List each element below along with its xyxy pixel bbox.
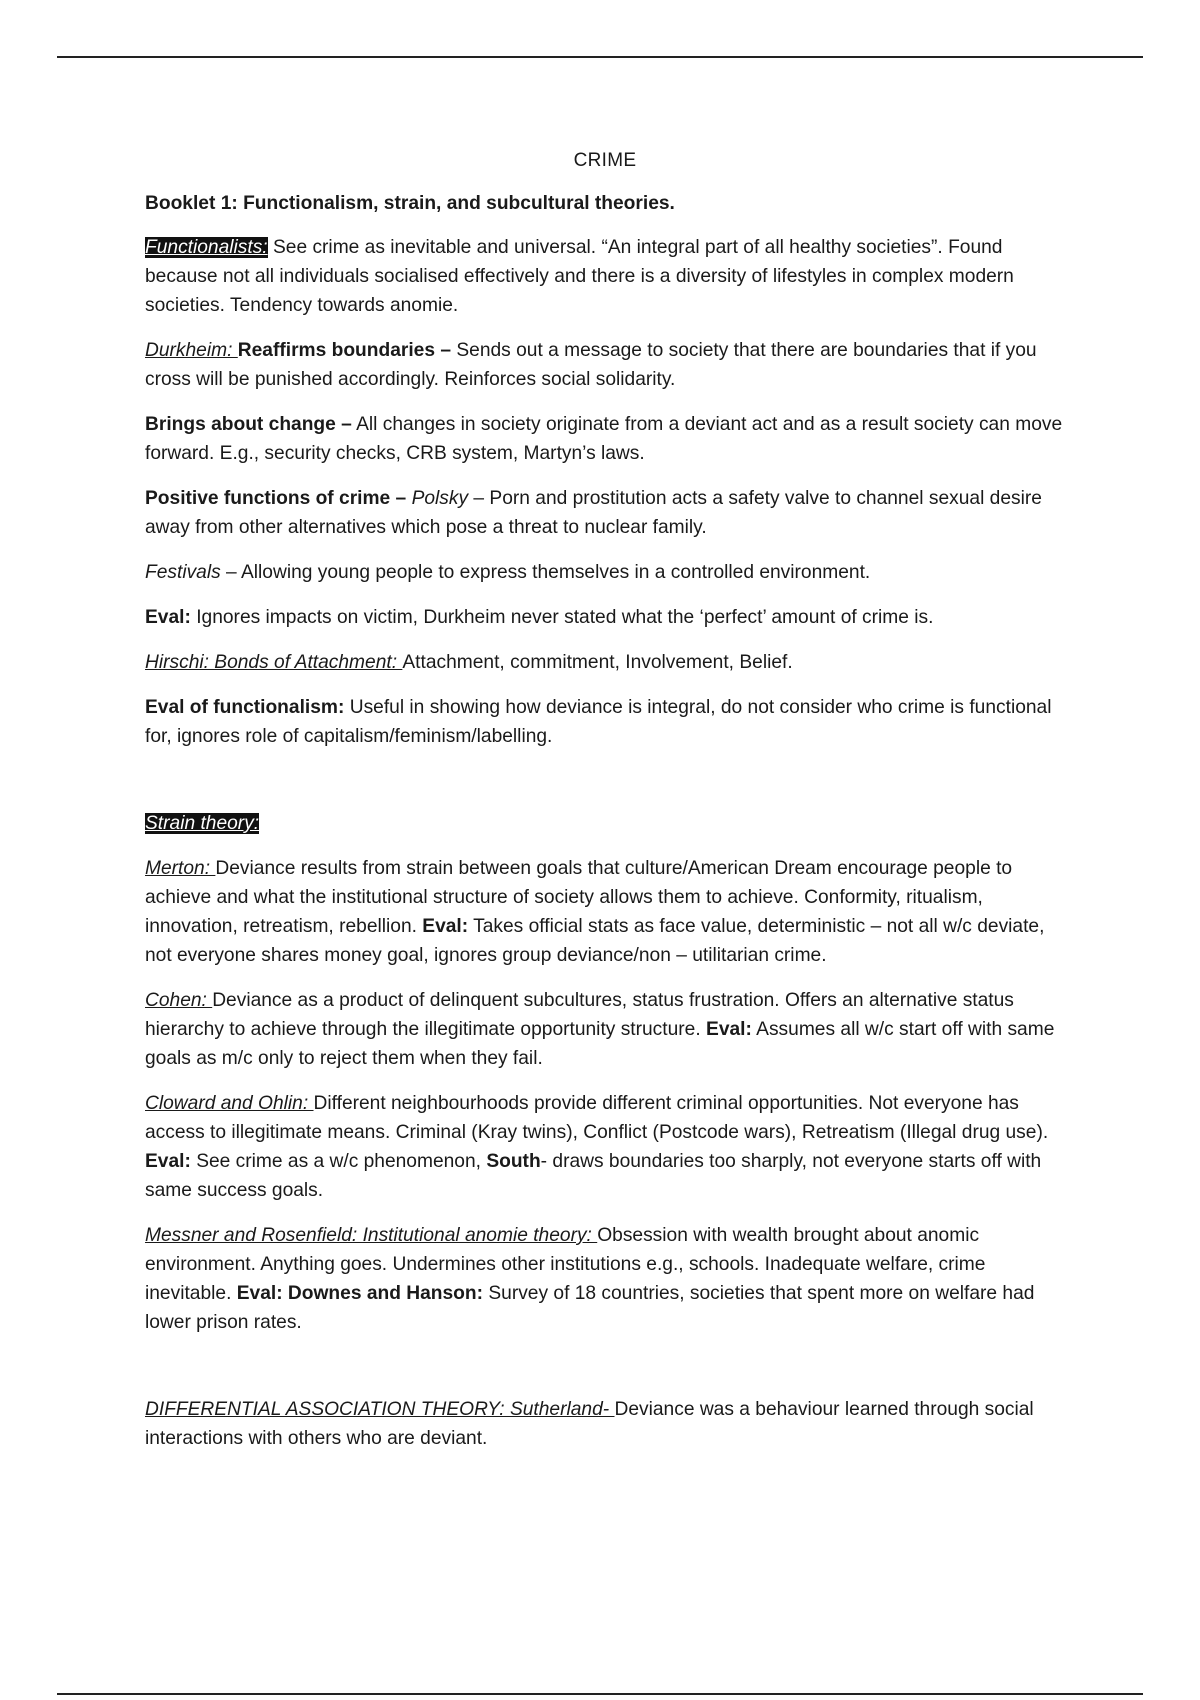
document-body — [145, 146, 1065, 1469]
cloward-south-text: - draws boundaries too sharply, not everyone starts off with same success goals. — [145, 1151, 1042, 1201]
eval-functionalism-text: Useful in showing how deviance is integral, do not consider who crime is functional for, ignores role of capitalism/feminism/labelling. — [145, 697, 1052, 747]
strain-heading-paragraph — [145, 809, 1065, 838]
positive-italic: Polsky — [406, 488, 469, 509]
positive-bold: Positive functions of crime – — [145, 488, 407, 509]
messner-eval-bold: Eval: Downes and Hanson: — [236, 1283, 484, 1304]
hirschi-label: Hirschi: Bonds of Attachment: — [145, 652, 403, 673]
cohen-eval-text: Assumes all w/c start off with same goals as m/c only to reject them when they fail. — [145, 1019, 1055, 1069]
eval1-text: Ignores impacts on victim, Durkheim never stated what the ‘perfect’ amount of crime is. — [190, 607, 934, 628]
cohen-label: Cohen: — [145, 990, 213, 1011]
paragraph-functionalists — [145, 233, 1065, 320]
differential-text: Deviance was a behaviour learned through social interactions with others who are deviant. — [145, 1399, 1034, 1449]
footer-rule — [57, 1693, 1143, 1695]
merton-eval-bold: Eval: — [422, 916, 469, 937]
paragraph-durkheim — [145, 336, 1065, 394]
paragraph-festivals — [145, 558, 1065, 587]
durkheim-text: Sends out a message to society that there are boundaries that if you cross will be punished accordingly. Reinforces social solidarity. — [145, 340, 1037, 390]
cloward-text: Different neighbourhoods provide different criminal opportunities. Not everyone has access to illegitimate means. Criminal (Kray twins), Conflict (Postcode wars), Retreatism (Illegal drug use). — [145, 1093, 1049, 1143]
messner-text: Obsession with wealth brought about anomic environment. Anything goes. Undermines other institutions e.g., schools. Inadequate welfare, crime inevitable. — [145, 1225, 986, 1304]
messner-eval-text: Survey of 18 countries, societies that spent more on welfare had lower prison rates. — [145, 1283, 1035, 1333]
cohen-eval-bold: Eval: — [706, 1019, 752, 1040]
festivals-text: – Allowing young people to express themselves in a controlled environment. — [220, 562, 871, 583]
paragraph-cohen — [145, 986, 1065, 1073]
merton-label: Merton: — [145, 858, 216, 879]
strain-heading: Strain theory: — [145, 813, 260, 834]
functionalists-label: Functionalists: — [145, 237, 268, 258]
header-rule — [57, 56, 1143, 58]
merton-eval-text: Takes official stats as face value, deterministic – not all w/c deviate, not everyone shares money goal, ignores group deviance/non – utilitarian crime. — [145, 916, 1045, 966]
change-text: All changes in society originate from a deviant act and as a result society can move forward. E.g., security checks, CRB system, Martyn’s laws. — [145, 414, 1063, 464]
cloward-south-bold: South — [486, 1151, 541, 1172]
paragraph-hirschi — [145, 648, 1065, 677]
functionalists-text: See crime as inevitable and universal. “An integral part of all healthy societies”. Found because not all individuals socialised effectively and there is a diversity of lifestyles in complex modern societies. Tendency towards anomie. — [145, 237, 1014, 316]
durkheim-label: Durkheim: — [145, 340, 238, 361]
paragraph-change — [145, 410, 1065, 468]
festivals-italic: Festivals — [145, 562, 221, 583]
change-bold: Brings about change – — [145, 414, 352, 435]
paragraph-merton — [145, 854, 1065, 970]
paragraph-eval-functionalism — [145, 693, 1065, 751]
paragraph-differential-association — [145, 1395, 1065, 1453]
page-title: CRIME — [573, 150, 637, 171]
paragraph-positive-functions — [145, 484, 1065, 542]
eval1-bold: Eval: — [145, 607, 191, 628]
eval-functionalism-bold: Eval of functionalism: — [145, 697, 345, 718]
positive-text: – Porn and prostitution acts a safety valve to channel sexual desire away from other alternatives which pose a threat to nuclear family. — [145, 488, 1042, 538]
durkheim-bold: Reaffirms boundaries – — [237, 340, 452, 361]
paragraph-eval — [145, 603, 1065, 632]
paragraph-messner-rosenfield — [145, 1221, 1065, 1337]
cloward-label: Cloward and Ohlin: — [145, 1093, 314, 1114]
merton-text: Deviance results from strain between goals that culture/American Dream encourage people to achieve and what the institutional structure of society allows them to achieve. Conformity, ritualism, innovation, retreatism, rebellion. — [145, 858, 1013, 937]
differential-label: DIFFERENTIAL ASSOCIATION THEORY: Sutherland- — [145, 1399, 615, 1420]
cohen-text: Deviance as a product of delinquent subcultures, status frustration. Offers an alternative status hierarchy to achieve through the illegitimate opportunity structure. — [145, 990, 1014, 1040]
hirschi-text: Attachment, commitment, Involvement, Belief. — [402, 652, 793, 673]
booklet-heading: Booklet 1: Functionalism, strain, and subcultural theories. — [145, 193, 675, 214]
cloward-eval-text: See crime as a w/c phenomenon, — [190, 1151, 487, 1172]
messner-label: Messner and Rosenfield: Institutional anomie theory: — [145, 1225, 598, 1246]
cloward-eval-bold: Eval: — [145, 1151, 191, 1172]
paragraph-cloward-ohlin — [145, 1089, 1065, 1205]
